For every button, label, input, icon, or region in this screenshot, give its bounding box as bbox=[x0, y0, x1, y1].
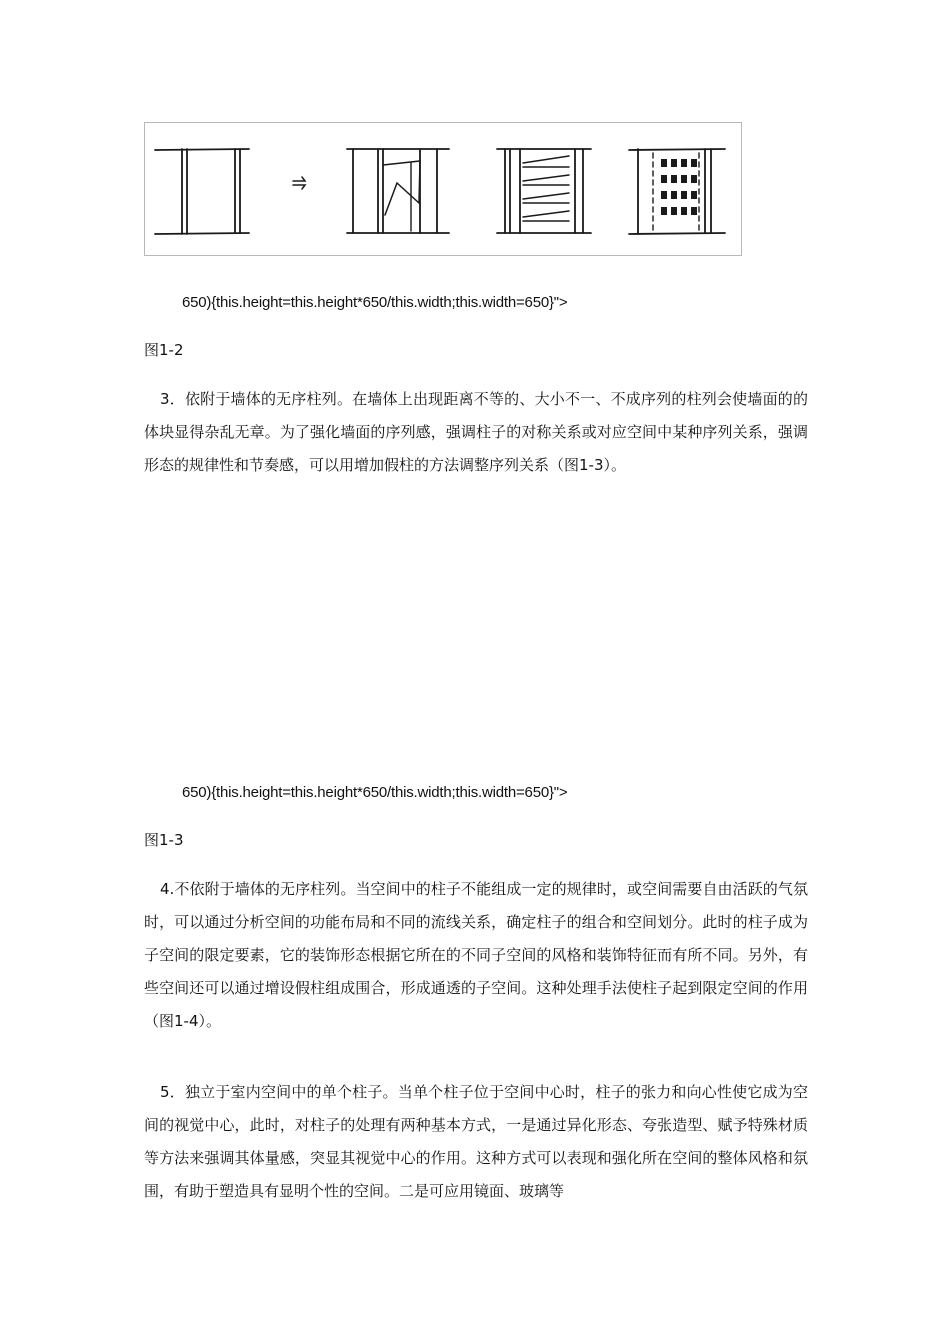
stray-code-text-1: 650){this.height=this.height*650/this.width;this.width=650}"> bbox=[182, 294, 568, 311]
stray-code-text-2: 650){this.height=this.height*650/this.width;this.width=650}"> bbox=[182, 784, 568, 801]
paragraph-4: 4.不依附于墙体的无序柱列。当空间中的柱子不能组成一定的规律时，或空间需要自由活跃的气氛时，可以通过分析空间的功能布局和不同的流线关系，确定柱子的组合和空间划分。此时的柱子成为子空间的限定要素，它的装饰形态根据它所在的不同子空间的风格和装饰特征而有所不同。另外，有些空间还可以通过增设假柱组成围合，形成通透的子空间。这种处理手法使柱子起到限定空间的作用（图1-4）。 bbox=[144, 880, 808, 1030]
figure-caption-1-2: 图1-2 bbox=[144, 341, 184, 359]
paragraph-5: 5．独立于室内空间中的单个柱子。当单个柱子位于空间中心时，柱子的张力和向心性使它成为空间的视觉中心，此时，对柱子的处理有两种基本方式，一是通过异化形态、夸张造型、赋予特殊材质等方法来强调其体量感，突显其视觉中心的作用。这种方式可以表现和强化所在空间的整体风格和氛围，有助于塑造具有显明个性的空间。二是可应用镜面、玻璃等 bbox=[144, 1083, 808, 1200]
figure-1-2-image bbox=[144, 122, 742, 256]
paragraph-3: 3．依附于墙体的无序柱列。在墙体上出现距离不等的、大小不一、不成序列的柱列会使墙面的的体块显得杂乱无章。为了强化墙面的序列感，强调柱子的对称关系或对应空间中某种序列关系，强调形态的规律性和节奏感，可以用增加假柱的方法调整序列关系（图1-3）。 bbox=[144, 390, 808, 474]
column-sketch-drawing bbox=[145, 123, 741, 255]
figure-caption-1-3: 图1-3 bbox=[144, 831, 184, 849]
